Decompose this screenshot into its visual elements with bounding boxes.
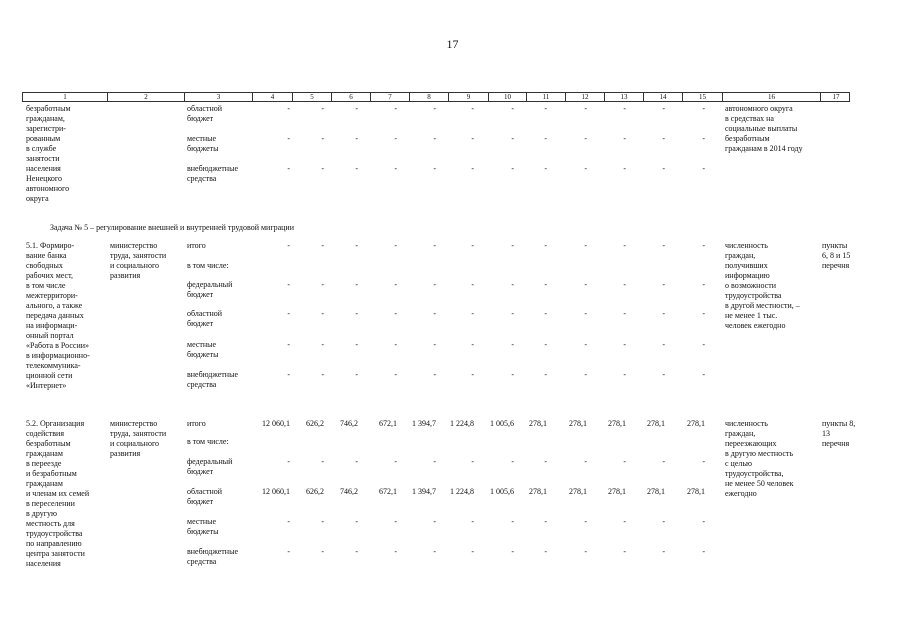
header-col-9: 9 (449, 93, 489, 101)
block1-value-5-2: - (355, 370, 358, 379)
block2-value-5-0: - (287, 547, 290, 556)
block2-value-3-11: 278,1 (687, 487, 705, 496)
block2-value-2-5: - (471, 457, 474, 466)
block1-activity: 5.1. Формиро- вание банка свободных рабочих мест, в том числе межтерритори- ального, а также передача данных на информаци- онный портал «Работа в России» в информационно- телекоммуника- ционной сети «Интернет» (26, 241, 90, 390)
page-number: 17 (446, 37, 459, 51)
block1-value-5-7: - (544, 370, 547, 379)
block2-value-2-11: - (702, 457, 705, 466)
block0-value-1-11: - (702, 134, 705, 143)
block0-value-0-8: - (584, 104, 587, 113)
header-col-11: 11 (527, 93, 566, 101)
block0-value-2-7: - (544, 164, 547, 173)
block1-value-4-9: - (623, 340, 626, 349)
block1-value-0-2: - (355, 241, 358, 250)
header-col-12: 12 (566, 93, 605, 101)
block0-value-0-0: - (287, 104, 290, 113)
block0-value-2-6: - (511, 164, 514, 173)
block1-value-4-10: - (662, 340, 665, 349)
header-col-7: 7 (371, 93, 410, 101)
block2-value-3-2: 746,2 (340, 487, 358, 496)
block1-value-0-11: - (702, 241, 705, 250)
block2-value-3-0: 12 060,1 (262, 487, 290, 496)
block1-value-0-1: - (321, 241, 324, 250)
block2-value-5-3: - (394, 547, 397, 556)
header-col-2: 2 (108, 93, 185, 101)
block2-value-3-3: 672,1 (379, 487, 397, 496)
block0-value-2-8: - (584, 164, 587, 173)
block1-value-4-0: - (287, 340, 290, 349)
block0-value-0-10: - (662, 104, 665, 113)
block2-value-3-8: 278,1 (569, 487, 587, 496)
block1-value-0-6: - (511, 241, 514, 250)
block1-value-4-4: - (433, 340, 436, 349)
block1-value-5-5: - (471, 370, 474, 379)
block0-value-1-1: - (321, 134, 324, 143)
block0-value-0-7: - (544, 104, 547, 113)
block0-value-1-5: - (471, 134, 474, 143)
block1-value-4-11: - (702, 340, 705, 349)
block1-value-5-0: - (287, 370, 290, 379)
block0-source-2: внебюджетные средства (187, 164, 238, 183)
block1-source-1: в том числе: (187, 261, 229, 270)
block2-value-2-6: - (511, 457, 514, 466)
block2-source-0: итого (187, 419, 206, 428)
block1-value-5-9: - (623, 370, 626, 379)
block2-source-1: в том числе: (187, 437, 229, 446)
block2-value-5-4: - (433, 547, 436, 556)
block1-value-4-8: - (584, 340, 587, 349)
block2-value-2-2: - (355, 457, 358, 466)
block2-value-5-11: - (702, 547, 705, 556)
block1-reference: пункты 6, 8 и 15 перечня (822, 241, 851, 270)
block1-value-2-8: - (584, 280, 587, 289)
block0-indicator: автономного округа в средствах на социальные выплаты безработным гражданам в 2014 году (725, 104, 803, 153)
block1-value-5-1: - (321, 370, 324, 379)
block1-value-5-11: - (702, 370, 705, 379)
block1-source-2: федеральный бюджет (187, 280, 233, 299)
block0-value-0-3: - (394, 104, 397, 113)
block1-value-3-5: - (471, 309, 474, 318)
header-col-17: 17 (832, 93, 840, 101)
block2-value-5-2: - (355, 547, 358, 556)
block0-value-2-4: - (433, 164, 436, 173)
block1-source-0: итого (187, 241, 206, 250)
block2-value-2-3: - (394, 457, 397, 466)
block2-value-5-1: - (321, 547, 324, 556)
block0-value-1-0: - (287, 134, 290, 143)
block1-value-5-6: - (511, 370, 514, 379)
block1-value-4-6: - (511, 340, 514, 349)
block0-value-0-2: - (355, 104, 358, 113)
block1-value-3-7: - (544, 309, 547, 318)
block2-value-4-6: - (511, 517, 514, 526)
block1-value-4-1: - (321, 340, 324, 349)
block0-value-0-4: - (433, 104, 436, 113)
block2-indicator: численность граждан, переезжающих в другую местность с целью трудоустройства, не менее 50 человек ежегодно (725, 419, 794, 498)
block2-value-3-5: 1 224,8 (450, 487, 474, 496)
block1-value-2-11: - (702, 280, 705, 289)
block1-value-3-3: - (394, 309, 397, 318)
block2-value-2-8: - (584, 457, 587, 466)
task-title: Задача № 5 – регулирование внешней и внутренней трудовой миграции (50, 223, 294, 232)
block1-value-3-10: - (662, 309, 665, 318)
block2-value-0-5: 1 224,8 (450, 419, 474, 428)
block2-value-4-2: - (355, 517, 358, 526)
block1-value-3-0: - (287, 309, 290, 318)
block0-value-1-2: - (355, 134, 358, 143)
block2-value-0-3: 672,1 (379, 419, 397, 428)
block1-value-3-1: - (321, 309, 324, 318)
block1-value-5-3: - (394, 370, 397, 379)
block0-source-0: областной бюджет (187, 104, 223, 123)
header-col-5: 5 (293, 93, 332, 101)
block0-value-2-3: - (394, 164, 397, 173)
block2-value-4-10: - (662, 517, 665, 526)
block1-value-2-0: - (287, 280, 290, 289)
block1-value-3-2: - (355, 309, 358, 318)
block2-value-0-1: 626,2 (306, 419, 324, 428)
block2-activity: 5.2. Организация содействия безработным гражданам в переезде и безработным гражданам и членам их семей в переселении в другую местность для трудоустройства по направлению центра занятости населения (26, 419, 90, 568)
block2-value-3-4: 1 394,7 (412, 487, 436, 496)
block1-value-0-9: - (623, 241, 626, 250)
block0-value-1-6: - (511, 134, 514, 143)
block1-value-2-5: - (471, 280, 474, 289)
block0-value-2-10: - (662, 164, 665, 173)
block1-value-2-4: - (433, 280, 436, 289)
block1-value-5-8: - (584, 370, 587, 379)
header-col-10: 10 (489, 93, 527, 101)
block1-value-0-10: - (662, 241, 665, 250)
block2-value-0-10: 278,1 (647, 419, 665, 428)
block1-value-4-5: - (471, 340, 474, 349)
block2-value-0-7: 278,1 (529, 419, 547, 428)
block1-value-3-8: - (584, 309, 587, 318)
block2-value-2-0: - (287, 457, 290, 466)
block1-value-2-2: - (355, 280, 358, 289)
block1-value-0-7: - (544, 241, 547, 250)
block1-value-3-9: - (623, 309, 626, 318)
block2-value-2-9: - (623, 457, 626, 466)
block1-value-2-9: - (623, 280, 626, 289)
block2-source-5: внебюджетные средства (187, 547, 238, 566)
block2-value-5-7: - (544, 547, 547, 556)
block2-value-0-2: 746,2 (340, 419, 358, 428)
block0-activity: безработным гражданам, зарегистри- рованным в службе занятости населения Ненецкого автономного округа (26, 104, 71, 203)
block2-value-4-11: - (702, 517, 705, 526)
block1-value-5-4: - (433, 370, 436, 379)
block2-value-3-10: 278,1 (647, 487, 665, 496)
block1-value-4-7: - (544, 340, 547, 349)
block2-value-3-1: 626,2 (306, 487, 324, 496)
block1-value-0-5: - (471, 241, 474, 250)
header-col-8: 8 (410, 93, 449, 101)
block1-value-2-3: - (394, 280, 397, 289)
header-col-13: 13 (605, 93, 644, 101)
block0-value-0-9: - (623, 104, 626, 113)
block2-source-4: местные бюджеты (187, 517, 219, 536)
header-col-6: 6 (332, 93, 371, 101)
block2-value-5-8: - (584, 547, 587, 556)
block2-value-0-4: 1 394,7 (412, 419, 436, 428)
block2-value-2-7: - (544, 457, 547, 466)
table-header-row (22, 92, 850, 102)
block0-value-1-3: - (394, 134, 397, 143)
block2-value-5-10: - (662, 547, 665, 556)
block0-value-1-7: - (544, 134, 547, 143)
block2-value-4-7: - (544, 517, 547, 526)
block0-value-2-1: - (321, 164, 324, 173)
block1-value-2-7: - (544, 280, 547, 289)
block0-value-1-10: - (662, 134, 665, 143)
block0-source-1: местные бюджеты (187, 134, 219, 153)
block2-value-4-1: - (321, 517, 324, 526)
block2-value-4-8: - (584, 517, 587, 526)
block2-value-4-5: - (471, 517, 474, 526)
header-col-3: 3 (185, 93, 253, 101)
block2-reference: пункты 8, 13 перечня (822, 419, 856, 448)
block2-source-2: федеральный бюджет (187, 457, 233, 476)
block0-value-0-5: - (471, 104, 474, 113)
block2-value-5-5: - (471, 547, 474, 556)
block1-value-4-3: - (394, 340, 397, 349)
block1-value-0-0: - (287, 241, 290, 250)
block2-value-2-4: - (433, 457, 436, 466)
block2-value-4-0: - (287, 517, 290, 526)
header-col-4: 4 (253, 93, 293, 101)
block1-value-0-3: - (394, 241, 397, 250)
block1-source-5: внебюджетные средства (187, 370, 238, 389)
block0-value-0-6: - (511, 104, 514, 113)
block0-value-2-9: - (623, 164, 626, 173)
block1-indicator: численность граждан, получивших информацию о возможности трудоустройства в другой местности, – не менее 1 тыс. человек ежегодно (725, 241, 800, 330)
block1-executor: министерство труда, занятости и социального развития (110, 241, 167, 280)
block2-source-3: областной бюджет (187, 487, 223, 506)
block2-value-3-7: 278,1 (529, 487, 547, 496)
block0-value-1-4: - (433, 134, 436, 143)
block2-value-4-4: - (433, 517, 436, 526)
header-col-16: 16 (723, 93, 821, 101)
block1-value-0-8: - (584, 241, 587, 250)
block0-value-1-8: - (584, 134, 587, 143)
block2-value-0-6: 1 005,6 (490, 419, 514, 428)
block1-value-3-11: - (702, 309, 705, 318)
block1-value-5-10: - (662, 370, 665, 379)
block0-value-0-11: - (702, 104, 705, 113)
block2-value-3-9: 278,1 (608, 487, 626, 496)
block1-source-4: местные бюджеты (187, 340, 219, 359)
block0-value-2-0: - (287, 164, 290, 173)
block2-value-2-10: - (662, 457, 665, 466)
block2-value-2-1: - (321, 457, 324, 466)
block2-value-3-6: 1 005,6 (490, 487, 514, 496)
block1-value-2-10: - (662, 280, 665, 289)
block2-value-5-9: - (623, 547, 626, 556)
block0-value-1-9: - (623, 134, 626, 143)
block2-value-4-9: - (623, 517, 626, 526)
block1-value-2-6: - (511, 280, 514, 289)
block1-value-3-6: - (511, 309, 514, 318)
block2-executor: министерство труда, занятости и социального развития (110, 419, 167, 458)
block2-value-0-11: 278,1 (687, 419, 705, 428)
block2-value-0-9: 278,1 (608, 419, 626, 428)
block1-value-3-4: - (433, 309, 436, 318)
header-col-15: 15 (683, 93, 723, 101)
block2-value-4-3: - (394, 517, 397, 526)
block1-source-3: областной бюджет (187, 309, 223, 328)
block0-value-2-2: - (355, 164, 358, 173)
header-col-14: 14 (644, 93, 683, 101)
block1-value-0-4: - (433, 241, 436, 250)
block2-value-0-8: 278,1 (569, 419, 587, 428)
block2-value-5-6: - (511, 547, 514, 556)
block0-value-0-1: - (321, 104, 324, 113)
block0-value-2-11: - (702, 164, 705, 173)
block1-value-2-1: - (321, 280, 324, 289)
block1-value-4-2: - (355, 340, 358, 349)
block2-value-0-0: 12 060,1 (262, 419, 290, 428)
header-col-1: 1 (23, 93, 108, 101)
block0-value-2-5: - (471, 164, 474, 173)
